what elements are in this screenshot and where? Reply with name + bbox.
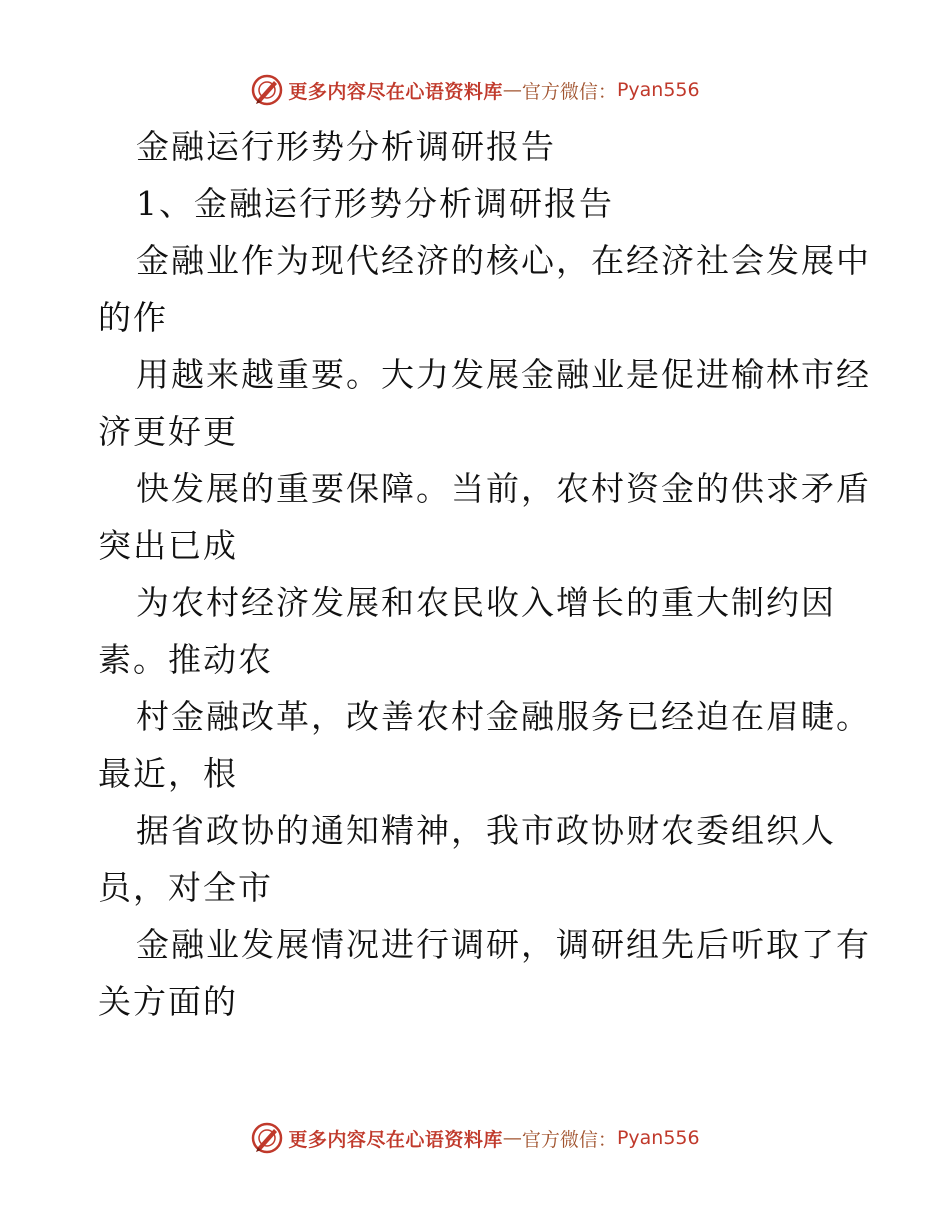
watermark-separator: — [502, 1127, 522, 1149]
text-line: 村金融改革，改善农村金融服务已经迫在眉睫。 [136, 697, 871, 736]
footer-watermark [0, 1118, 950, 1158]
text-line: 用越来越重要。大力发展金融业是促进榆林市经 [136, 355, 871, 394]
pen-logo-icon [250, 73, 284, 107]
watermark-id: Pyan556 [616, 79, 700, 101]
watermark-text: 更多内容尽在心语资料库 [288, 1128, 503, 1151]
text-line: 1、金融运行形势分析调研报告 [136, 184, 614, 223]
document-title: 金融运行形势分析调研报告 [136, 127, 556, 166]
text-line: 素。推动农 [98, 640, 273, 679]
watermark-separator: — [502, 79, 522, 101]
watermark-label: 官方微信： [521, 80, 617, 103]
watermark-text: 更多内容尽在心语资料库 [288, 80, 503, 103]
text-line: 员，对全市 [98, 868, 273, 907]
watermark-label: 官方微信： [521, 1128, 617, 1151]
text-line: 为农村经济发展和农民收入增长的重大制约因 [136, 583, 836, 622]
text-line: 快发展的重要保障。当前，农村资金的供求矛盾 [136, 469, 871, 508]
document-body [98, 118, 871, 1030]
watermark-id: Pyan556 [616, 1127, 700, 1149]
text-line: 关方面的 [98, 982, 238, 1021]
text-line: 金融业发展情况进行调研，调研组先后听取了有 [136, 925, 871, 964]
text-line: 突出已成 [98, 526, 238, 565]
text-line: 金融业作为现代经济的核心，在经济社会发展中 [136, 241, 871, 280]
pen-logo-icon [250, 1121, 284, 1155]
text-line: 济更好更 [98, 412, 238, 451]
text-line: 最近，根 [98, 754, 238, 793]
header-watermark [0, 70, 950, 110]
text-line: 的作 [98, 298, 168, 337]
text-line: 据省政协的通知精神，我市政协财农委组织人 [136, 811, 836, 850]
